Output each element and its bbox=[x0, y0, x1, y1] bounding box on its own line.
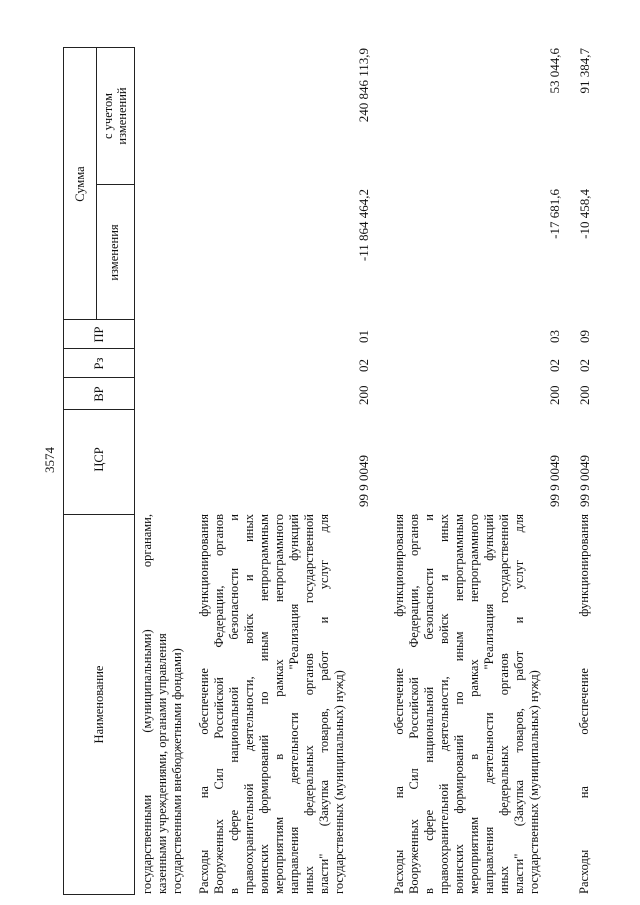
row-name-line: воинских формирований по иным непрограммным bbox=[257, 514, 271, 894]
row-csr: 99 9 0049 bbox=[577, 455, 592, 507]
row-name-line: Расходы на обеспечение функционирования bbox=[197, 514, 211, 894]
row-rz: 02 bbox=[577, 359, 592, 372]
row-name-line: иных федеральных органов государственной bbox=[302, 514, 316, 894]
header-csr: ЦСР bbox=[92, 447, 106, 472]
row-name-line: Расходы на обеспечение функционирования bbox=[392, 514, 406, 894]
table-left-border bbox=[63, 894, 135, 895]
row-name-line: мероприятиям в рамках непрограммного bbox=[272, 514, 286, 894]
fragment-line-2: казенными учреждениями, органами управления bbox=[155, 633, 169, 894]
row-change: -11 864 464,2 bbox=[356, 189, 371, 262]
row-pr: 09 bbox=[577, 330, 592, 343]
page-number: 3574 bbox=[42, 447, 57, 473]
row-vr: 200 bbox=[547, 385, 562, 405]
row-name-line: воинских формирований по иным непрограммным bbox=[452, 514, 466, 894]
row-vr: 200 bbox=[577, 385, 592, 405]
header-with-changes-1: с учетом bbox=[101, 93, 115, 139]
header-pr: ПР bbox=[92, 326, 106, 343]
row-name-line: правоохранительной деятельности, войск и иных bbox=[242, 514, 256, 894]
header-with-changes-2: изменений bbox=[115, 87, 129, 145]
row-csr: 99 9 0049 bbox=[547, 455, 562, 507]
row-name-line: Вооруженных Сил Российской Федерации, органов bbox=[212, 514, 226, 894]
row-name-line: государственных (муниципальных) нужд) bbox=[332, 670, 346, 894]
row-change: -17 681,6 bbox=[547, 189, 562, 239]
row-name-line: направления деятельности "Реализация функций bbox=[287, 514, 301, 894]
table-top-border bbox=[63, 47, 64, 895]
row-name-line: в сфере национальной безопасности и bbox=[227, 514, 241, 894]
row-vr: 200 bbox=[356, 385, 371, 405]
fragment-line-1: государственными (муниципальными) органами, bbox=[140, 514, 154, 894]
row-total: 240 846 113,9 bbox=[356, 48, 371, 123]
header-rz: Рз bbox=[92, 357, 106, 370]
row-change: -10 458,4 bbox=[577, 189, 592, 239]
row-name-line: власти" (Закупка товаров, работ и услуг для bbox=[512, 514, 526, 894]
header-bottom-border bbox=[134, 47, 135, 895]
fragment-line-3: государственными внебюджетными фондами) bbox=[170, 648, 184, 894]
header-sum: Сумма bbox=[73, 166, 87, 202]
row-csr: 99 9 0049 bbox=[356, 455, 371, 507]
row-total: 91 384,7 bbox=[577, 48, 592, 94]
row-name-line: правоохранительной деятельности, войск и иных bbox=[437, 514, 451, 894]
row-name-line: Расходы на обеспечение функционирования bbox=[577, 514, 591, 894]
row-name-line: иных федеральных органов государственной bbox=[497, 514, 511, 894]
row-name-line: в сфере национальной безопасности и bbox=[422, 514, 436, 894]
header-vr: ВР bbox=[92, 386, 106, 402]
row-name-line: власти" (Закупка товаров, работ и услуг для bbox=[317, 514, 331, 894]
header-change: изменения bbox=[107, 224, 121, 281]
row-name-line: государственных (муниципальных) нужд) bbox=[527, 670, 541, 894]
header-name: Наименование bbox=[92, 665, 106, 744]
row-rz: 02 bbox=[356, 359, 371, 372]
row-rz: 02 bbox=[547, 359, 562, 372]
row-name-line: мероприятиям в рамках непрограммного bbox=[467, 514, 481, 894]
row-name-line: Вооруженных Сил Российской Федерации, органов bbox=[407, 514, 421, 894]
row-pr: 03 bbox=[547, 330, 562, 343]
row-pr: 01 bbox=[356, 330, 371, 343]
row-name-line: направления деятельности "Реализация функций bbox=[482, 514, 496, 894]
row-total: 53 044,6 bbox=[547, 48, 562, 94]
